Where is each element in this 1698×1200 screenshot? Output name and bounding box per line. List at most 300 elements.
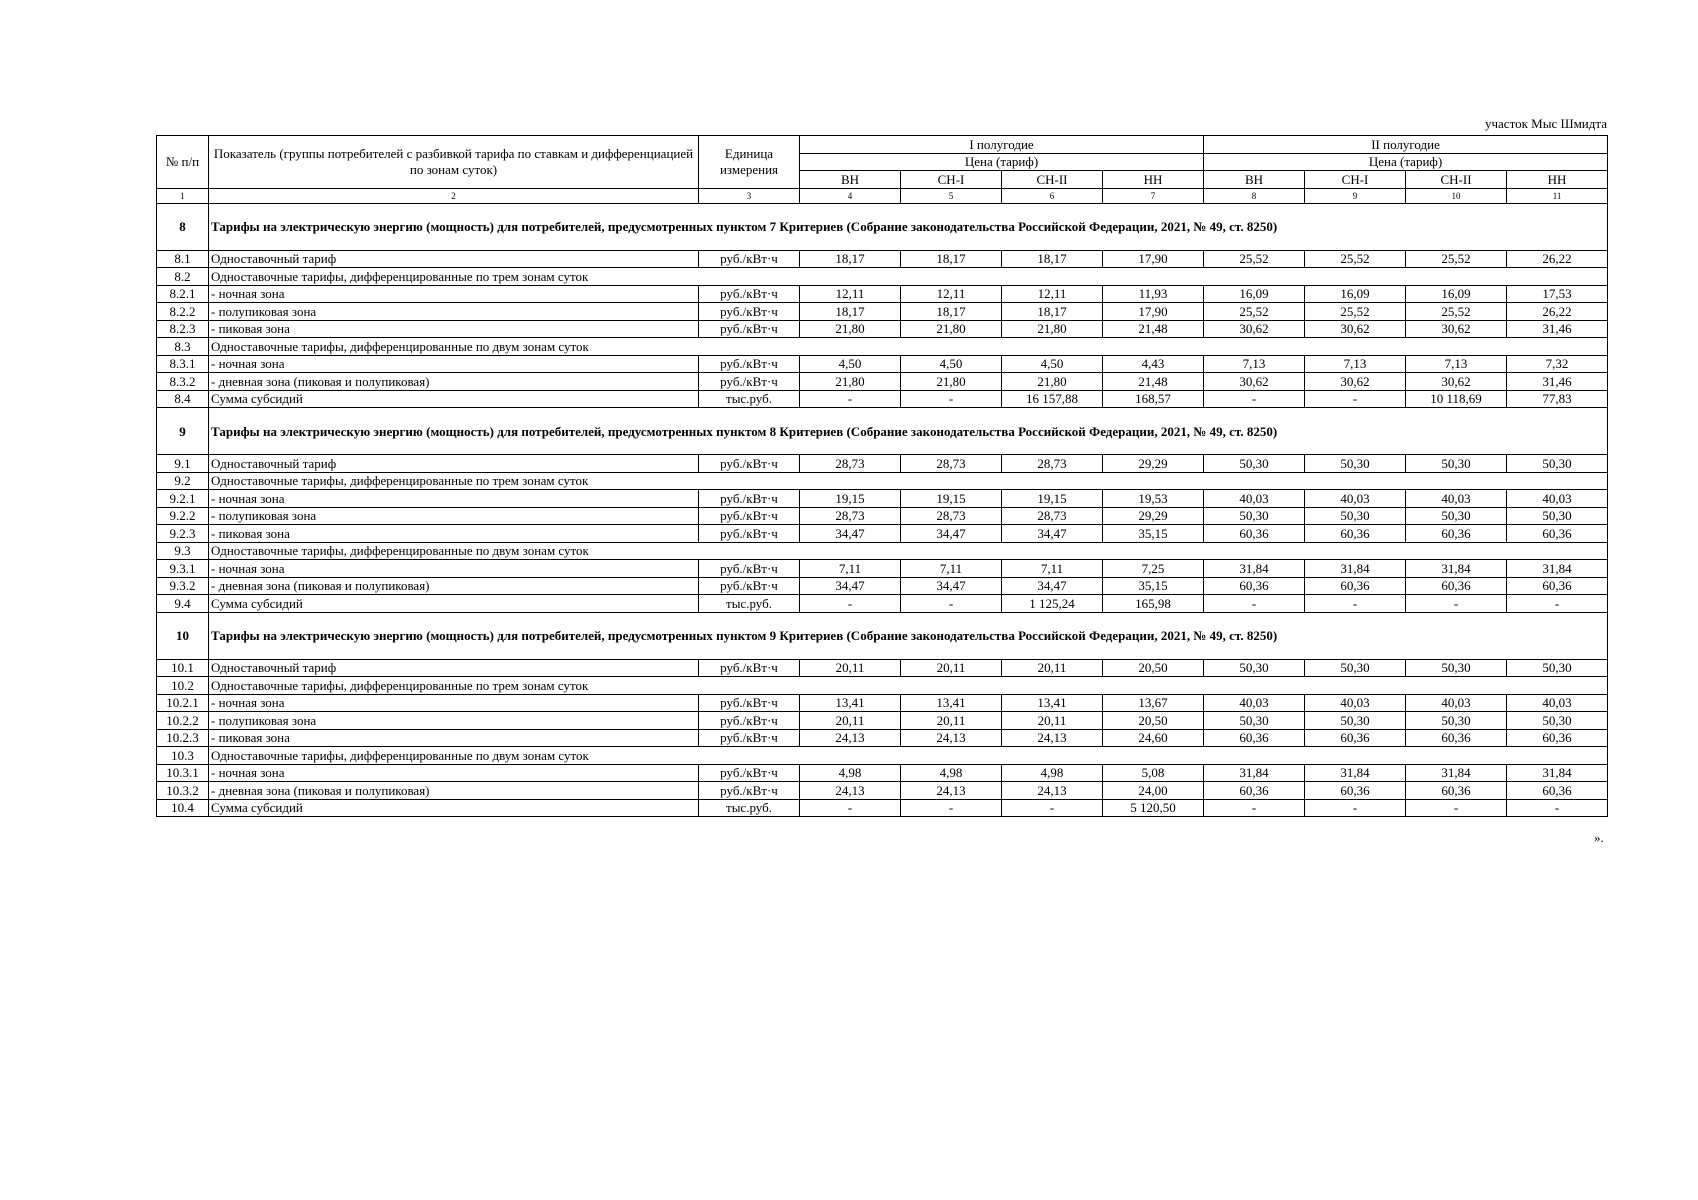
value-cell: 16 157,88 [1002, 390, 1103, 408]
value-cell: 21,80 [901, 373, 1002, 391]
value-cell: - [800, 799, 901, 817]
value-cell: 18,17 [901, 250, 1002, 268]
value-cell: 16,09 [1305, 285, 1406, 303]
value-cell: 17,90 [1103, 250, 1204, 268]
value-cell: 50,30 [1204, 659, 1305, 677]
value-cell: 7,13 [1204, 355, 1305, 373]
value-cell: 30,62 [1305, 373, 1406, 391]
value-cell: 19,15 [901, 490, 1002, 508]
section-title: Тарифы на электрическую энергию (мощность) для потребителей, предусмотренных пунктом 9 Критериев (Собрание законодательства Российской Федерации, 2021, № 49, ст. 8250) [209, 612, 1608, 659]
header-price-half2: Цена (тариф) [1204, 153, 1608, 171]
group-title: Одноставочные тарифы, дифференцированные по двум зонам суток [209, 542, 1608, 560]
value-cell: 11,93 [1103, 285, 1204, 303]
value-cell: 60,36 [1507, 782, 1608, 800]
closing-quote: ». [1594, 830, 1604, 845]
value-cell: 5,08 [1103, 764, 1204, 782]
value-cell: 50,30 [1507, 507, 1608, 525]
value-cell: 21,80 [800, 320, 901, 338]
group-title: Одноставочные тарифы, дифференцированные по трем зонам суток [209, 472, 1608, 490]
value-cell: 20,11 [901, 712, 1002, 730]
table-row [157, 560, 1608, 578]
column-index: 10 [1406, 188, 1507, 203]
row-number: 9.3 [157, 542, 209, 560]
value-cell: 34,47 [901, 525, 1002, 543]
value-cell: 24,60 [1103, 729, 1204, 747]
row-indicator: Сумма субсидий [209, 595, 699, 613]
value-cell: 31,84 [1305, 764, 1406, 782]
value-cell: 60,36 [1305, 525, 1406, 543]
row-indicator: - ночная зона [209, 694, 699, 712]
group-title: Одноставочные тарифы, дифференцированные по двум зонам суток [209, 747, 1608, 765]
value-cell: 20,50 [1103, 659, 1204, 677]
value-cell: 50,30 [1406, 455, 1507, 473]
value-cell: 31,84 [1204, 764, 1305, 782]
row-number: 10.3 [157, 747, 209, 765]
value-cell: 40,03 [1507, 694, 1608, 712]
row-number: 8.3.2 [157, 373, 209, 391]
row-number: 8.2.2 [157, 303, 209, 321]
value-cell: 20,50 [1103, 712, 1204, 730]
row-indicator: - дневная зона (пиковая и полупиковая) [209, 782, 699, 800]
row-indicator: - ночная зона [209, 355, 699, 373]
row-number: 8.2.1 [157, 285, 209, 303]
table-row [157, 320, 1608, 338]
value-cell: - [1305, 390, 1406, 408]
table-body [157, 203, 1608, 817]
value-cell: 17,90 [1103, 303, 1204, 321]
group-row [157, 338, 1608, 356]
row-unit: руб./кВт·ч [699, 764, 800, 782]
row-unit: руб./кВт·ч [699, 782, 800, 800]
value-cell: 60,36 [1507, 577, 1608, 595]
value-cell: 19,15 [1002, 490, 1103, 508]
row-unit: тыс.руб. [699, 595, 800, 613]
value-cell: 24,13 [901, 729, 1002, 747]
value-cell: 50,30 [1204, 455, 1305, 473]
value-cell: 29,29 [1103, 455, 1204, 473]
value-cell: 21,80 [1002, 373, 1103, 391]
value-cell: 28,73 [800, 455, 901, 473]
row-unit: тыс.руб. [699, 390, 800, 408]
value-cell: 12,11 [901, 285, 1002, 303]
row-indicator: - ночная зона [209, 490, 699, 508]
value-cell: 50,30 [1305, 455, 1406, 473]
value-cell: 25,52 [1406, 250, 1507, 268]
table-row [157, 694, 1608, 712]
value-cell: 4,98 [901, 764, 1002, 782]
value-cell: 60,36 [1406, 525, 1507, 543]
section-row [157, 203, 1608, 250]
row-number: 8.3.1 [157, 355, 209, 373]
value-cell: - [1406, 595, 1507, 613]
table-row [157, 577, 1608, 595]
value-cell: 50,30 [1507, 455, 1608, 473]
row-indicator: - ночная зона [209, 560, 699, 578]
value-cell: 60,36 [1204, 782, 1305, 800]
value-cell: 30,62 [1204, 320, 1305, 338]
value-cell: 31,84 [1406, 560, 1507, 578]
value-cell: 40,03 [1507, 490, 1608, 508]
value-cell: 31,84 [1305, 560, 1406, 578]
value-cell: 7,11 [901, 560, 1002, 578]
row-number: 10.2 [157, 677, 209, 695]
row-indicator: Одноставочный тариф [209, 250, 699, 268]
column-index: 11 [1507, 188, 1608, 203]
row-number: 8.4 [157, 390, 209, 408]
row-number: 10.1 [157, 659, 209, 677]
row-unit: руб./кВт·ч [699, 285, 800, 303]
value-cell: 20,11 [800, 659, 901, 677]
value-cell: 7,11 [1002, 560, 1103, 578]
value-cell: 30,62 [1406, 373, 1507, 391]
value-cell: 18,17 [800, 303, 901, 321]
value-cell: 16,09 [1204, 285, 1305, 303]
row-indicator: Сумма субсидий [209, 390, 699, 408]
row-indicator: - полупиковая зона [209, 303, 699, 321]
group-title: Одноставочные тарифы, дифференцированные по трем зонам суток [209, 268, 1608, 286]
row-unit: руб./кВт·ч [699, 525, 800, 543]
value-cell: 50,30 [1406, 659, 1507, 677]
row-number: 9.3.1 [157, 560, 209, 578]
value-cell: 20,11 [1002, 712, 1103, 730]
value-cell: 1 125,24 [1002, 595, 1103, 613]
value-cell: 25,52 [1406, 303, 1507, 321]
value-cell: 28,73 [800, 507, 901, 525]
row-number: 9.2.3 [157, 525, 209, 543]
row-number: 9.1 [157, 455, 209, 473]
value-cell: 17,53 [1507, 285, 1608, 303]
table-row [157, 729, 1608, 747]
table-row [157, 659, 1608, 677]
value-cell: 25,52 [1204, 303, 1305, 321]
row-number: 9.2.1 [157, 490, 209, 508]
value-cell: 13,67 [1103, 694, 1204, 712]
row-indicator: Одноставочный тариф [209, 659, 699, 677]
value-cell: - [1507, 799, 1608, 817]
group-row [157, 542, 1608, 560]
value-cell: 24,13 [901, 782, 1002, 800]
value-cell: 21,80 [901, 320, 1002, 338]
header-unit: Единица измерения [699, 136, 800, 189]
row-number: 10.2.2 [157, 712, 209, 730]
value-cell: 21,48 [1103, 373, 1204, 391]
value-cell: 50,30 [1507, 712, 1608, 730]
value-cell: 31,46 [1507, 373, 1608, 391]
table-caption: участок Мыс Шмидта [1485, 116, 1607, 131]
row-unit: руб./кВт·ч [699, 250, 800, 268]
value-cell: 13,41 [800, 694, 901, 712]
value-cell: 24,13 [1002, 782, 1103, 800]
header-level: СН-I [901, 171, 1002, 189]
table-row [157, 782, 1608, 800]
value-cell: 40,03 [1204, 694, 1305, 712]
value-cell: 7,13 [1305, 355, 1406, 373]
column-index: 1 [157, 188, 209, 203]
value-cell: - [901, 390, 1002, 408]
table-row [157, 355, 1608, 373]
row-unit: руб./кВт·ч [699, 712, 800, 730]
value-cell: 50,30 [1305, 659, 1406, 677]
value-cell: 50,30 [1406, 712, 1507, 730]
value-cell: 24,13 [800, 729, 901, 747]
row-number: 10.4 [157, 799, 209, 817]
header-level: ВН [1204, 171, 1305, 189]
value-cell: 4,50 [800, 355, 901, 373]
value-cell: 18,17 [901, 303, 1002, 321]
row-indicator: Одноставочный тариф [209, 455, 699, 473]
row-indicator: - пиковая зона [209, 729, 699, 747]
value-cell: 24,13 [800, 782, 901, 800]
value-cell: 60,36 [1305, 577, 1406, 595]
row-number: 8 [157, 203, 209, 250]
value-cell: 24,00 [1103, 782, 1204, 800]
row-unit: руб./кВт·ч [699, 455, 800, 473]
row-indicator: - ночная зона [209, 764, 699, 782]
header-level: НН [1507, 171, 1608, 189]
value-cell: 25,52 [1204, 250, 1305, 268]
row-unit: руб./кВт·ч [699, 490, 800, 508]
row-indicator: - ночная зона [209, 285, 699, 303]
value-cell: 60,36 [1305, 782, 1406, 800]
value-cell: 28,73 [1002, 507, 1103, 525]
value-cell: - [800, 390, 901, 408]
value-cell: 28,73 [901, 507, 1002, 525]
value-cell: 77,83 [1507, 390, 1608, 408]
group-row [157, 472, 1608, 490]
header-level: СН-I [1305, 171, 1406, 189]
row-number: 9.2.2 [157, 507, 209, 525]
group-row [157, 747, 1608, 765]
value-cell: 40,03 [1406, 694, 1507, 712]
row-number: 10.3.1 [157, 764, 209, 782]
row-number: 8.1 [157, 250, 209, 268]
row-number: 8.2 [157, 268, 209, 286]
column-index: 2 [209, 188, 699, 203]
value-cell: 19,53 [1103, 490, 1204, 508]
value-cell: 12,11 [800, 285, 901, 303]
value-cell: 20,11 [1002, 659, 1103, 677]
value-cell: 35,15 [1103, 525, 1204, 543]
value-cell: 20,11 [800, 712, 901, 730]
header-price-half1: Цена (тариф) [800, 153, 1204, 171]
row-number: 8.2.3 [157, 320, 209, 338]
table-row [157, 455, 1608, 473]
value-cell: 7,13 [1406, 355, 1507, 373]
column-index: 4 [800, 188, 901, 203]
row-unit: руб./кВт·ч [699, 355, 800, 373]
table-row [157, 799, 1608, 817]
value-cell: - [901, 799, 1002, 817]
value-cell: 28,73 [1002, 455, 1103, 473]
value-cell: 31,46 [1507, 320, 1608, 338]
value-cell: 18,17 [1002, 250, 1103, 268]
value-cell: 60,36 [1507, 729, 1608, 747]
header-indicator: Показатель (группы потребителей с разбивкой тарифа по ставкам и дифференциацией по зонам суток) [209, 136, 699, 189]
value-cell: 4,50 [1002, 355, 1103, 373]
column-index: 5 [901, 188, 1002, 203]
value-cell: 7,25 [1103, 560, 1204, 578]
section-title: Тарифы на электрическую энергию (мощность) для потребителей, предусмотренных пунктом 8 Критериев (Собрание законодательства Российской Федерации, 2021, № 49, ст. 8250) [209, 408, 1608, 455]
row-unit: руб./кВт·ч [699, 694, 800, 712]
value-cell: - [1507, 595, 1608, 613]
row-number: 10.2.3 [157, 729, 209, 747]
value-cell: 29,29 [1103, 507, 1204, 525]
row-number: 9.3.2 [157, 577, 209, 595]
value-cell: 34,47 [901, 577, 1002, 595]
table-row [157, 250, 1608, 268]
table-row [157, 595, 1608, 613]
row-indicator: - полупиковая зона [209, 712, 699, 730]
value-cell: 50,30 [1204, 507, 1305, 525]
row-indicator: - полупиковая зона [209, 507, 699, 525]
value-cell: 31,84 [1507, 764, 1608, 782]
value-cell: 60,36 [1406, 577, 1507, 595]
value-cell: 26,22 [1507, 250, 1608, 268]
header-num: № п/п [157, 136, 209, 189]
header-level: СН-II [1002, 171, 1103, 189]
header-level: НН [1103, 171, 1204, 189]
value-cell: 4,98 [1002, 764, 1103, 782]
value-cell: 60,36 [1204, 729, 1305, 747]
row-number: 9 [157, 408, 209, 455]
value-cell: 30,62 [1305, 320, 1406, 338]
value-cell: 21,80 [800, 373, 901, 391]
value-cell: - [1406, 799, 1507, 817]
row-number: 10.2.1 [157, 694, 209, 712]
value-cell: 7,32 [1507, 355, 1608, 373]
value-cell: 60,36 [1204, 525, 1305, 543]
value-cell: 31,84 [1406, 764, 1507, 782]
value-cell: 40,03 [1406, 490, 1507, 508]
row-indicator: - пиковая зона [209, 320, 699, 338]
value-cell: 40,03 [1204, 490, 1305, 508]
value-cell: 50,30 [1204, 712, 1305, 730]
header-level: СН-II [1406, 171, 1507, 189]
row-unit: тыс.руб. [699, 799, 800, 817]
value-cell: - [1002, 799, 1103, 817]
column-index: 9 [1305, 188, 1406, 203]
group-row [157, 677, 1608, 695]
row-unit: руб./кВт·ч [699, 373, 800, 391]
value-cell: 40,03 [1305, 490, 1406, 508]
value-cell: 4,50 [901, 355, 1002, 373]
row-indicator: Сумма субсидий [209, 799, 699, 817]
value-cell: 35,15 [1103, 577, 1204, 595]
value-cell: 165,98 [1103, 595, 1204, 613]
value-cell: 60,36 [1507, 525, 1608, 543]
value-cell: - [1204, 595, 1305, 613]
table-row [157, 507, 1608, 525]
group-title: Одноставочные тарифы, дифференцированные по трем зонам суток [209, 677, 1608, 695]
value-cell: - [1305, 799, 1406, 817]
row-unit: руб./кВт·ч [699, 560, 800, 578]
value-cell: 7,11 [800, 560, 901, 578]
row-number: 9.4 [157, 595, 209, 613]
section-title: Тарифы на электрическую энергию (мощность) для потребителей, предусмотренных пунктом 7 Критериев (Собрание законодательства Российской Федерации, 2021, № 49, ст. 8250) [209, 203, 1608, 250]
value-cell: 50,30 [1305, 712, 1406, 730]
table-row [157, 764, 1608, 782]
value-cell: 10 118,69 [1406, 390, 1507, 408]
table-row [157, 712, 1608, 730]
value-cell: - [1204, 390, 1305, 408]
row-unit: руб./кВт·ч [699, 320, 800, 338]
row-unit: руб./кВт·ч [699, 303, 800, 321]
row-unit: руб./кВт·ч [699, 507, 800, 525]
value-cell: 25,52 [1305, 250, 1406, 268]
row-indicator: - дневная зона (пиковая и полупиковая) [209, 373, 699, 391]
value-cell: 16,09 [1406, 285, 1507, 303]
value-cell: 20,11 [901, 659, 1002, 677]
table-row [157, 525, 1608, 543]
table-row [157, 285, 1608, 303]
row-number: 10.3.2 [157, 782, 209, 800]
value-cell: 50,30 [1507, 659, 1608, 677]
header-half1: I полугодие [800, 136, 1204, 154]
row-unit: руб./кВт·ч [699, 659, 800, 677]
value-cell: 19,15 [800, 490, 901, 508]
value-cell: 31,84 [1507, 560, 1608, 578]
row-indicator: - пиковая зона [209, 525, 699, 543]
value-cell: 60,36 [1406, 729, 1507, 747]
value-cell: 4,98 [800, 764, 901, 782]
column-index: 8 [1204, 188, 1305, 203]
tariff-table [156, 135, 1608, 817]
column-index: 3 [699, 188, 800, 203]
table-row [157, 490, 1608, 508]
column-index: 6 [1002, 188, 1103, 203]
header-row-1 [157, 136, 1608, 154]
value-cell: 30,62 [1204, 373, 1305, 391]
table-row [157, 373, 1608, 391]
header-index-row [157, 188, 1608, 203]
value-cell: 26,22 [1507, 303, 1608, 321]
value-cell: 25,52 [1305, 303, 1406, 321]
value-cell: 34,47 [800, 577, 901, 595]
row-number: 8.3 [157, 338, 209, 356]
value-cell: 21,48 [1103, 320, 1204, 338]
value-cell: 34,47 [800, 525, 901, 543]
value-cell: 34,47 [1002, 525, 1103, 543]
value-cell: 13,41 [1002, 694, 1103, 712]
row-unit: руб./кВт·ч [699, 577, 800, 595]
value-cell: 60,36 [1305, 729, 1406, 747]
row-number: 10 [157, 612, 209, 659]
value-cell: 5 120,50 [1103, 799, 1204, 817]
value-cell: 18,17 [800, 250, 901, 268]
group-title: Одноставочные тарифы, дифференцированные по двум зонам суток [209, 338, 1608, 356]
section-row [157, 612, 1608, 659]
row-number: 9.2 [157, 472, 209, 490]
value-cell: 18,17 [1002, 303, 1103, 321]
value-cell: 50,30 [1406, 507, 1507, 525]
value-cell: 4,43 [1103, 355, 1204, 373]
value-cell: - [1305, 595, 1406, 613]
value-cell: 60,36 [1406, 782, 1507, 800]
value-cell: 60,36 [1204, 577, 1305, 595]
value-cell: - [1204, 799, 1305, 817]
value-cell: 30,62 [1406, 320, 1507, 338]
value-cell: 31,84 [1204, 560, 1305, 578]
table-row [157, 390, 1608, 408]
section-row [157, 408, 1608, 455]
value-cell: 21,80 [1002, 320, 1103, 338]
row-indicator: - дневная зона (пиковая и полупиковая) [209, 577, 699, 595]
value-cell: - [800, 595, 901, 613]
value-cell: 24,13 [1002, 729, 1103, 747]
value-cell: 13,41 [901, 694, 1002, 712]
value-cell: 28,73 [901, 455, 1002, 473]
header-level: ВН [800, 171, 901, 189]
